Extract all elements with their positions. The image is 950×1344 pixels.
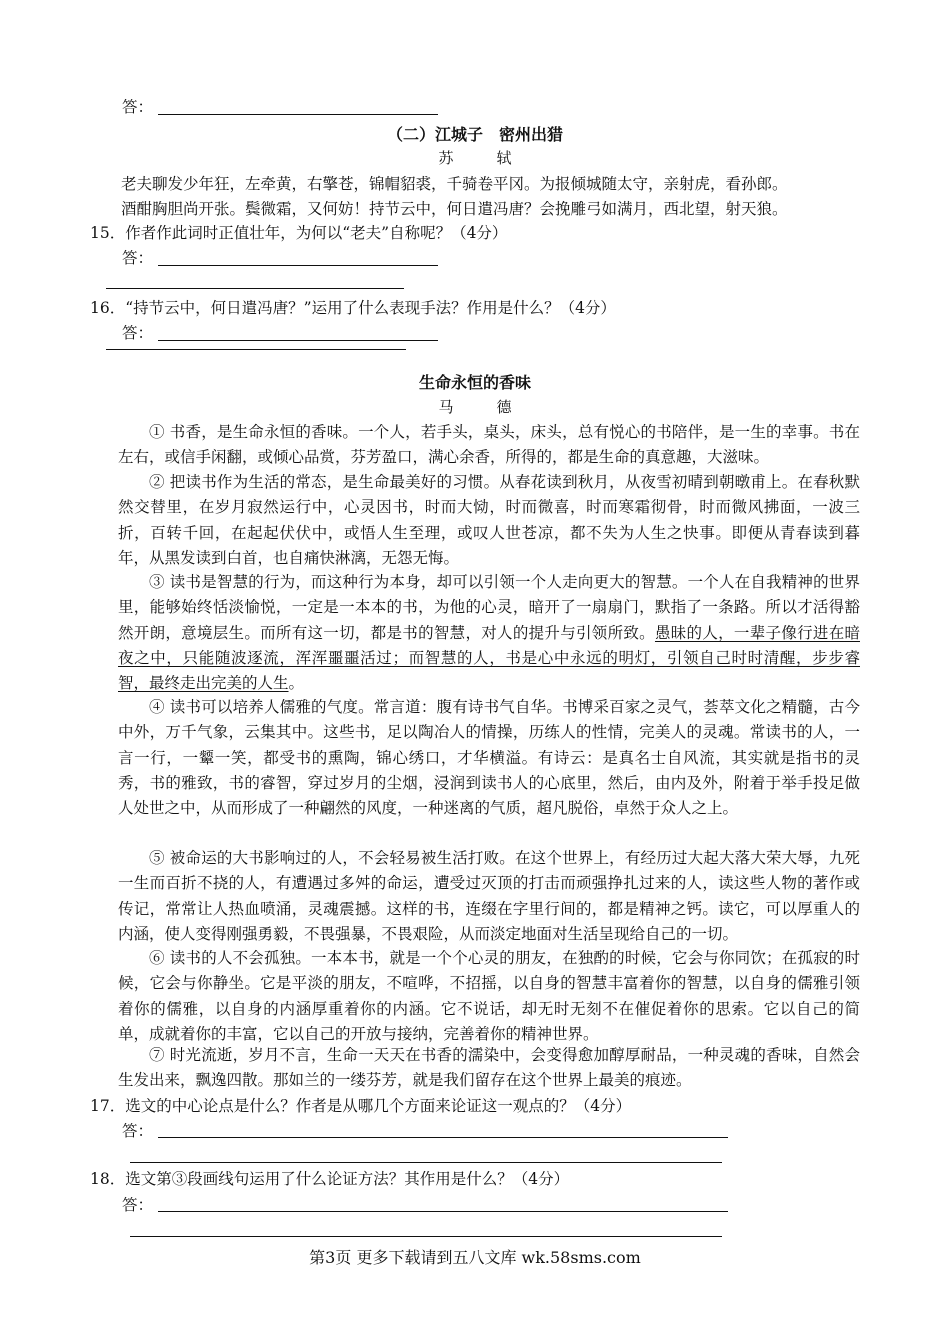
poem-author: 苏 轼 [438, 149, 526, 167]
page-footer: 第3页 更多下载请到五八文库 wk.58sms.com [309, 1248, 641, 1267]
q15-answer-label: 答： [122, 249, 154, 267]
q15-answer-line-1[interactable] [158, 265, 438, 266]
q16-answer-line-2[interactable] [106, 349, 406, 350]
essay-paragraph-1: ① 书香，是生命永恒的香味。一个人，若手头，桌头，床头，总有悦心的书陪伴，是一生的幸事。书在左右，或信手闲翻，或倾心品赏，芬芳盈口，满心余香，所得的，都是生命的真意趣，大滋味。 [118, 423, 860, 467]
essay-paragraph-3 [118, 570, 860, 696]
top-answer-label: 答： [122, 98, 154, 116]
essay-paragraph-6: ⑥ 读书的人不会孤独。一本本书，就是一个个心灵的朋友，在独酌的时候，它会与你同饮；在孤寂的时候，它会与你静坐。它是平淡的朋友，不喧哗，不招摇，以自身的智慧丰富着你的智慧，以自身的儒雅引领着你的儒雅，以自身的内涵厚重着你的内涵。它不说话，却无时无刻不在催促着你的思索。它以自己的简单，成就着你的丰富，它以自己的开放与接纳，完善着你的精神世界。 [118, 949, 860, 1043]
q18-answer-line-1[interactable] [158, 1211, 728, 1212]
poem-line-2: 酒酣胸胆尚开张。鬓微霜，又何妨！持节云中，何日遣冯唐？会挽雕弓如满月，西北望，射天狼。 [121, 200, 788, 218]
essay-paragraph-3-text: ③ 读书是智慧的行为，而这种行为本身，却可以引领一个人走向更大的智慧。一个人在自我精神的世界里，能够始终恬淡愉悦，一定是一本本的书，为他的心灵，暗开了一扇扇门，默指了一条路。所以才活得豁然开朗，意境层生。而所有这一切，都是书的智慧，对人的提升与引领所致。 [118, 573, 860, 642]
essay-title: 生命永恒的香味 [418, 373, 531, 392]
essay-paragraph-7: ⑦ 时光流逝，岁月不言，生命一天天在书香的濡染中，会变得愈加醇厚耐品，一种灵魂的香味，自然会生发出来，飘逸四散。那如兰的一缕芬芳，就是我们留存在这个世界上最美的痕迹。 [118, 1046, 860, 1090]
q18-answer-label: 答： [122, 1196, 154, 1214]
q18-answer-line-2[interactable] [130, 1236, 722, 1237]
essay-author: 马 德 [438, 398, 526, 416]
underlined-sentence: 愚昧的人，一辈子像行进在暗夜之中，只能随波逐流，浑浑噩噩活过；而智慧的人，书是心中永远的明灯，引领自己时时清醒，步步睿智，最终走出完美的人生 [118, 623, 860, 693]
essay-paragraph-3-end: 。 [288, 674, 305, 693]
question-17: 17．选文的中心论点是什么？作者是从哪几个方面来论证这一观点的？（4分） [90, 1097, 632, 1115]
q16-answer-label: 答： [122, 324, 154, 342]
top-answer-line[interactable] [158, 114, 438, 115]
essay-paragraph-2: ② 把读书作为生活的常态，是生命最美好的习惯。从春花读到秋月，从夜雪初晴到朝暾甫上。在春秋默然交替里，在岁月寂然运行中，心灵因书，时而大恸，时而微喜，时而寒霜彻骨，时而微风拂面，一波三折，百转千回，在起起伏伏中，或悟人生至理，或叹人世苍凉，都不失为人生之快事。即便从青春读到暮年，从黑发读到白首，也自痛快淋漓，无怨无悔。 [118, 473, 860, 567]
q17-answer-line-1[interactable] [158, 1137, 728, 1138]
essay-paragraph-4: ④ 读书可以培养人儒雅的气度。常言道：腹有诗书气自华。书博采百家之灵气，荟萃文化之精髓，古今中外，万千气象，云集其中。这些书，足以陶冶人的情操，历练人的性情，完美人的灵魂。常读书的人，一言一行，一颦一笑，都受书的熏陶，锦心绣口，才华横溢。有诗云：是真名士自风流，其实就是指书的灵秀，书的雅致，书的睿智，穿过岁月的尘烟，浸润到读书人的心底里，然后，由内及外，附着于举手投足做人处世之中，从而形成了一种翩然的风度，一种迷离的气质，超凡脱俗，卓然于众人之上。 [118, 698, 860, 818]
q17-answer-line-2[interactable] [130, 1162, 722, 1163]
question-16: 16．“持节云中，何日遣冯唐？”运用了什么表现手法？作用是什么？（4分） [90, 299, 616, 317]
q17-answer-label: 答： [122, 1122, 154, 1140]
question-15: 15．作者作此词时正值壮年，为何以“老夫”自称呢？（4分） [90, 224, 508, 242]
essay-paragraph-5: ⑤ 被命运的大书影响过的人，不会轻易被生活打败。在这个世界上，有经历过大起大落大荣大辱，九死一生而百折不挠的人，有遭遇过多舛的命运，遭受过灭顶的打击而顽强挣扎过来的人，读这些人物的著作或传记，常常让人热血喷涌，灵魂震撼。这样的书，连缀在字里行间的，都是精神之钙。读它，可以厚重人的内涵，使人变得刚强勇毅，不畏强暴，不畏艰险，从而淡定地面对生活呈现给自己的一切。 [118, 849, 860, 943]
question-18: 18．选文第③段画线句运用了什么论证方法？其作用是什么？（4分） [90, 1170, 570, 1188]
q16-answer-line-1[interactable] [158, 340, 438, 341]
poem-title: （二）江城子 密州出猎 [386, 125, 563, 144]
poem-line-1: 老夫聊发少年狂，左牵黄，右擎苍，锦帽貂裘，千骑卷平冈。为报倾城随太守，亲射虎，看孙郎。 [121, 175, 788, 193]
q15-answer-line-2[interactable] [106, 288, 404, 289]
